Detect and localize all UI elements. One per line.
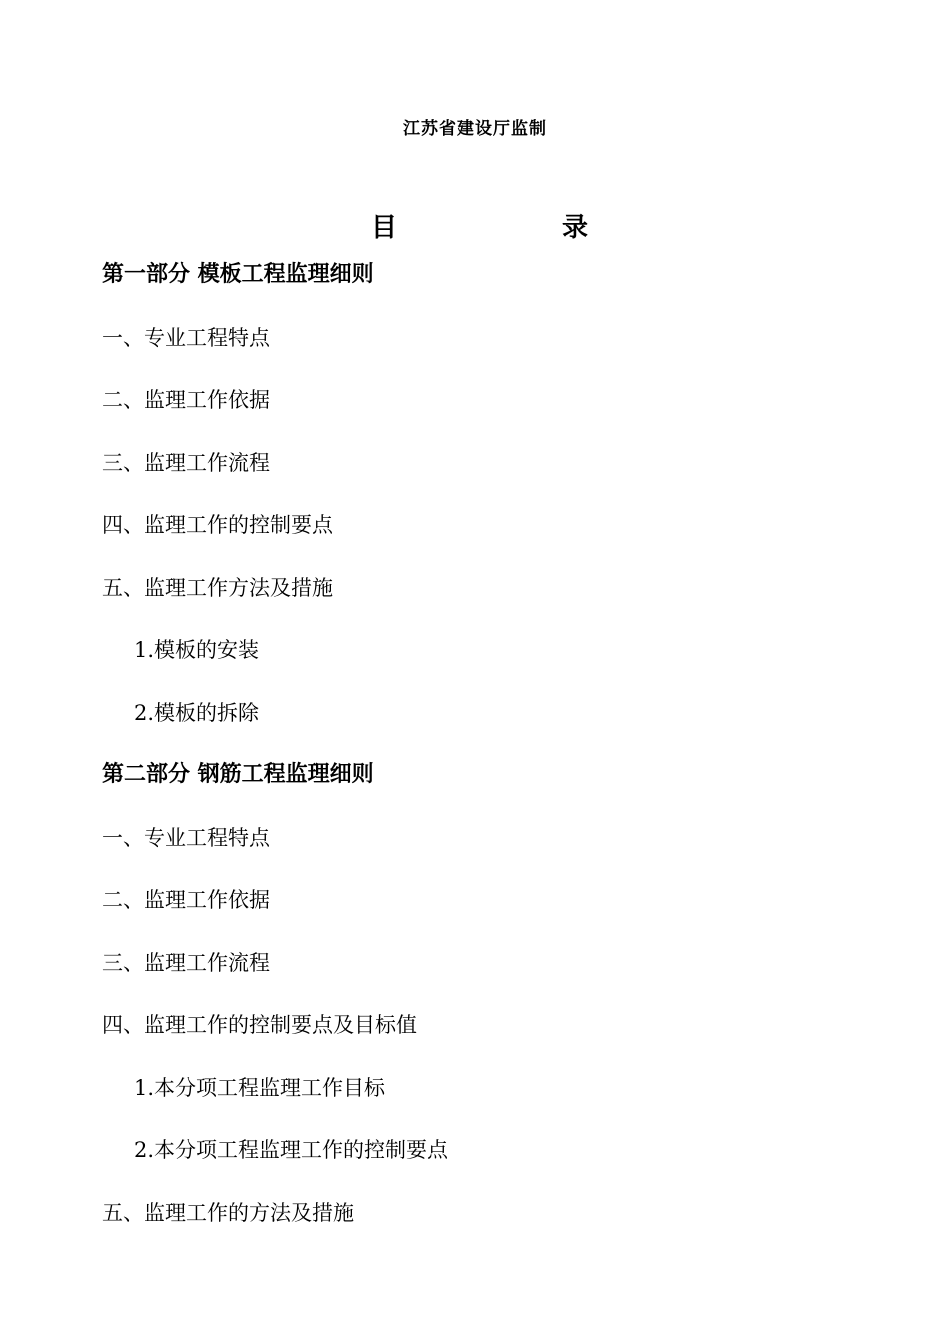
issuing-organization: 江苏省建设厅监制 [403, 119, 547, 139]
toc-subentry: 1.模板的安装 [134, 638, 260, 662]
toc-entry: 一、专业工程特点 [102, 826, 270, 850]
toc-subentry: 2.模板的拆除 [134, 701, 260, 725]
toc-entry: 一、专业工程特点 [102, 326, 270, 350]
toc-title [0, 210, 950, 246]
toc-entry: 三、监理工作流程 [102, 951, 270, 975]
toc-entry: 三、监理工作流程 [102, 451, 270, 475]
toc-subentry: 1.本分项工程监理工作目标 [134, 1076, 386, 1100]
toc-entry: 五、监理工作方法及措施 [102, 576, 333, 600]
toc-entry: 五、监理工作的方法及措施 [102, 1201, 354, 1225]
toc-entry: 二、监理工作依据 [102, 388, 270, 412]
toc-part-heading: 第一部分 模板工程监理细则 [102, 262, 374, 287]
toc-entry: 四、监理工作的控制要点及目标值 [102, 1013, 417, 1037]
toc-entry: 二、监理工作依据 [102, 888, 270, 912]
toc-title-char-2: 录 [562, 213, 589, 243]
toc-subentry: 2.本分项工程监理工作的控制要点 [134, 1138, 449, 1162]
toc-title-char-1: 目 [371, 213, 398, 243]
toc-part-heading: 第二部分 钢筋工程监理细则 [102, 762, 374, 787]
toc-entry: 四、监理工作的控制要点 [102, 513, 333, 537]
